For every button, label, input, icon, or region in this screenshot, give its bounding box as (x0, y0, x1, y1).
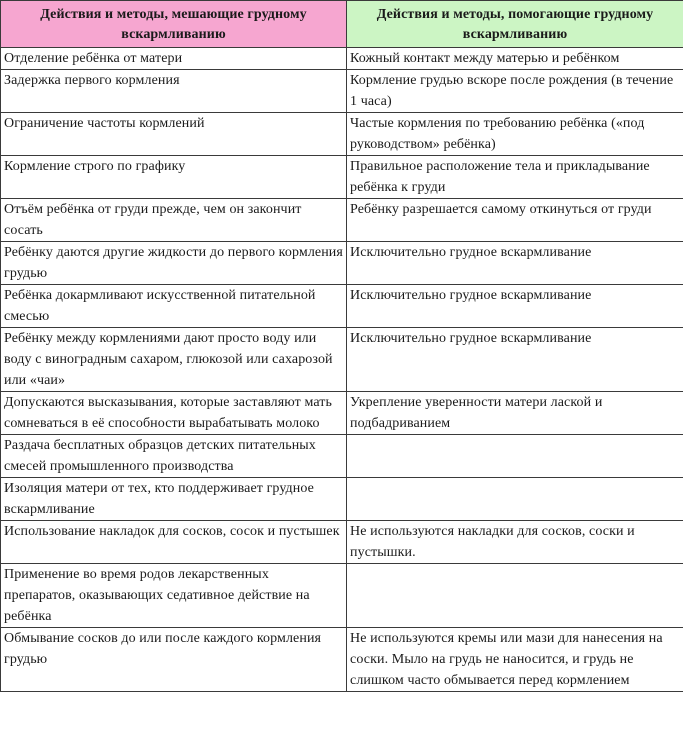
hindering-cell: Ребёнку даются другие жидкости до первого кормления грудью (1, 242, 347, 285)
hindering-cell: Применение во время родов лекарственных препаратов, оказывающих седативное действие на ребёнка (1, 564, 347, 628)
hindering-cell: Ребёнка докармливают искусственной питательной смесью (1, 285, 347, 328)
helping-cell: Частые кормления по требованию ребёнка («под руководством» ребёнка) (347, 113, 683, 156)
helping-cell: Исключительно грудное вскармливание (347, 285, 683, 328)
table-row (1, 435, 683, 478)
helping-cell: Не используются кремы или мази для нанесения на соски. Мыло на грудь не наносится, и грудь не слишком часто обмывается перед кормлением (347, 628, 683, 692)
helping-cell: Исключительно грудное вскармливание (347, 242, 683, 285)
hindering-cell: Использование накладок для сосков, сосок и пустышек (1, 521, 347, 564)
table-row (1, 628, 683, 692)
hindering-cell: Отъём ребёнка от груди прежде, чем он закончит сосать (1, 199, 347, 242)
hindering-cell: Допускаются высказывания, которые заставляют мать сомневаться в её способности вырабатывать молоко (1, 392, 347, 435)
hindering-cell: Изоляция матери от тех, кто поддерживает грудное вскармливание (1, 478, 347, 521)
helping-cell: Укрепление уверенности матери лаской и подбадриванием (347, 392, 683, 435)
helping-cell: Кормление грудью вскоре после рождения (в течение 1 часа) (347, 70, 683, 113)
header-hindering: Действия и методы, мешающие грудному вскармливанию (1, 1, 347, 48)
helping-cell: Исключительно грудное вскармливание (347, 328, 683, 392)
hindering-cell: Обмывание сосков до или после каждого кормления грудью (1, 628, 347, 692)
hindering-cell: Кормление строго по графику (1, 156, 347, 199)
table-row (1, 113, 683, 156)
helping-cell: Не используются накладки для сосков, соски и пустышки. (347, 521, 683, 564)
table-row (1, 156, 683, 199)
table-row (1, 328, 683, 392)
helping-cell (347, 478, 683, 521)
table-row (1, 199, 683, 242)
hindering-cell: Отделение ребёнка от матери (1, 48, 347, 70)
hindering-cell: Задержка первого кормления (1, 70, 347, 113)
table-row (1, 392, 683, 435)
helping-cell (347, 435, 683, 478)
helping-cell: Кожный контакт между матерью и ребёнком (347, 48, 683, 70)
table-row (1, 70, 683, 113)
hindering-cell: Раздача бесплатных образцов детских питательных смесей промышленного производства (1, 435, 347, 478)
header-helping: Действия и методы, помогающие грудному вскармливанию (347, 1, 683, 48)
table-row (1, 564, 683, 628)
header-row (1, 1, 683, 48)
helping-cell: Ребёнку разрешается самому откинуться от груди (347, 199, 683, 242)
hindering-cell: Ребёнку между кормлениями дают просто воду или воду с виноградным сахаром, глюкозой или сахарозой или «чаи» (1, 328, 347, 392)
table-row (1, 242, 683, 285)
table-row (1, 48, 683, 70)
helping-cell (347, 564, 683, 628)
table-row (1, 285, 683, 328)
hindering-cell: Ограничение частоты кормлений (1, 113, 347, 156)
helping-cell: Правильное расположение тела и прикладывание ребёнка к груди (347, 156, 683, 199)
table-row (1, 521, 683, 564)
table-row (1, 478, 683, 521)
